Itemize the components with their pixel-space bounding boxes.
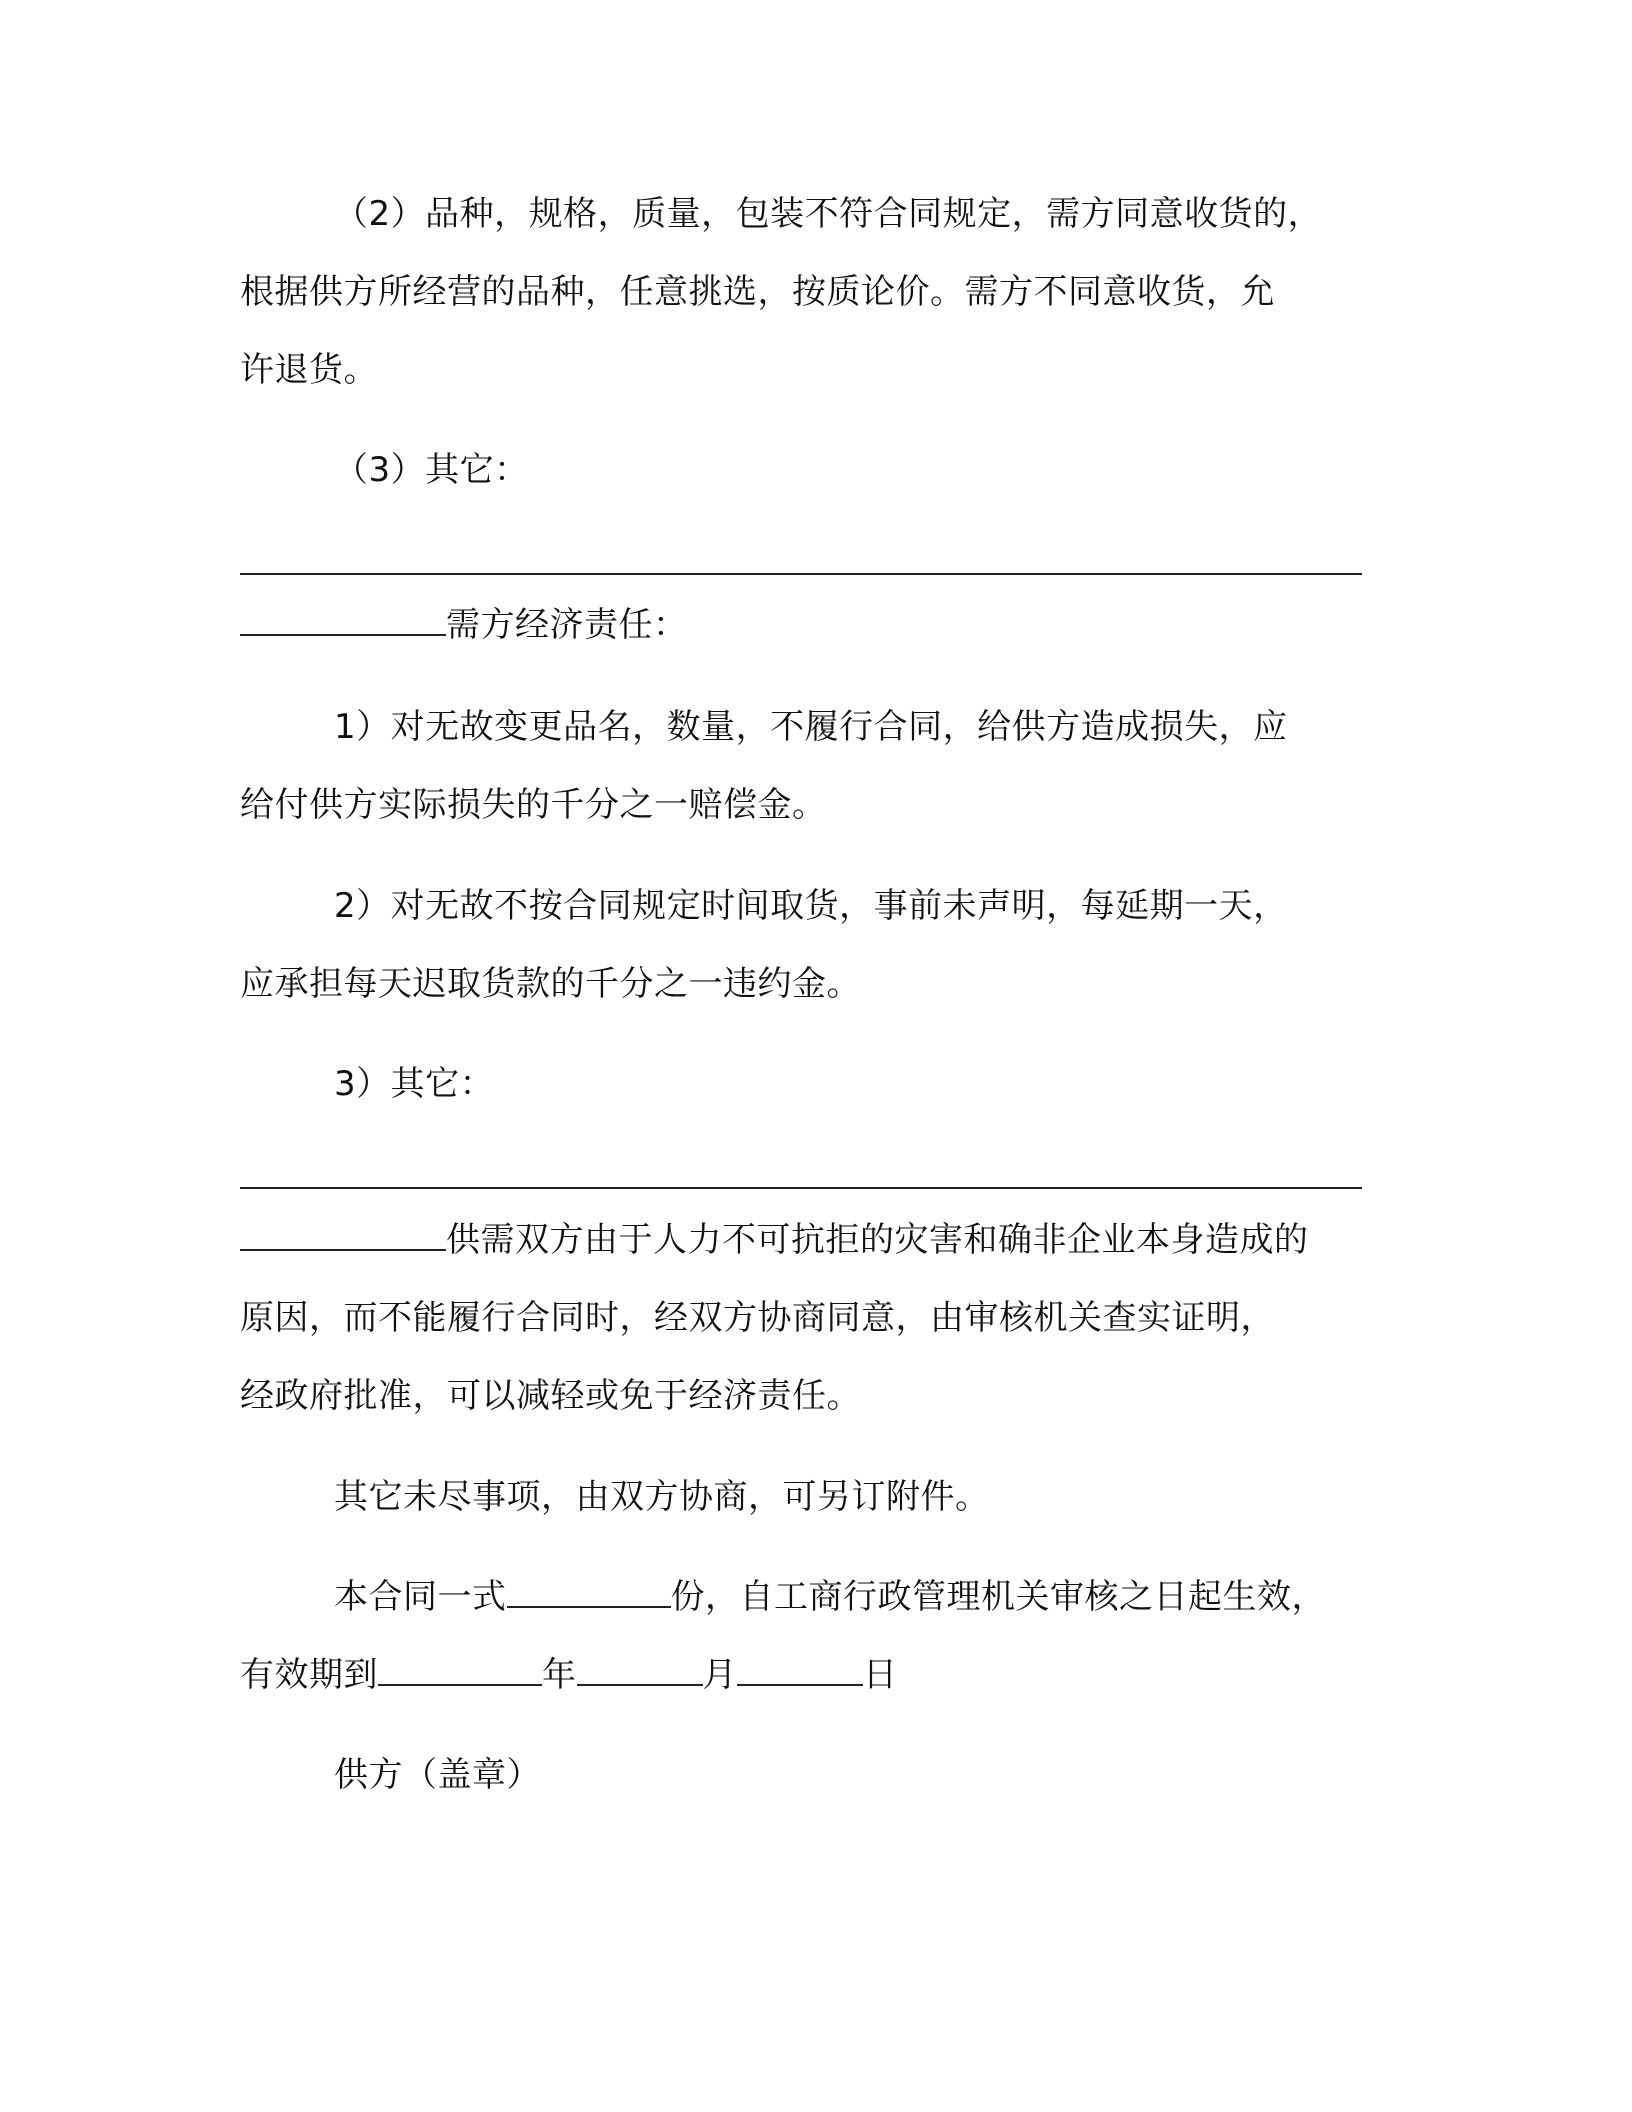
blank-rule-2 bbox=[240, 1187, 1362, 1189]
contract-copies-line bbox=[334, 1575, 1326, 1619]
item-1-line-1: 1）对无故变更品名，数量，不履行合同，给供方造成损失，应 bbox=[334, 707, 1288, 747]
validity-prefix: 有效期到 bbox=[240, 1655, 378, 1695]
force-majeure-text: 供需双方由于人力不可抗拒的灾害和确非企业本身造成的 bbox=[446, 1220, 1309, 1260]
day-blank bbox=[737, 1654, 863, 1686]
other-matters: 其它未尽事项，由双方协商，可另订附件。 bbox=[334, 1477, 990, 1517]
month-blank bbox=[577, 1654, 703, 1686]
copies-blank bbox=[507, 1576, 671, 1608]
paragraph-2-line-2: 根据供方所经营的品种，任意挑选，按质论价。需方不同意收货，允 bbox=[240, 272, 1275, 312]
blank-rule-1 bbox=[240, 573, 1362, 575]
month-label: 月 bbox=[702, 1655, 737, 1695]
force-majeure-line-2: 原因，而不能履行合同时，经双方协商同意，由审核机关查实证明， bbox=[240, 1298, 1275, 1338]
force-majeure-line-3: 经政府批准，可以减轻或免于经济责任。 bbox=[240, 1376, 861, 1416]
force-majeure-line-1 bbox=[240, 1218, 1309, 1262]
year-label: 年 bbox=[542, 1655, 577, 1695]
buyer-liability-heading: 需方经济责任： bbox=[446, 605, 688, 645]
validity-line bbox=[240, 1653, 898, 1697]
supplier-seal: 供方（盖章） bbox=[334, 1755, 541, 1795]
item-1-line-2: 给付供方实际损失的千分之一赔偿金。 bbox=[240, 785, 827, 825]
year-blank bbox=[378, 1654, 542, 1686]
day-label: 日 bbox=[863, 1655, 898, 1695]
paragraph-2-line-3: 许退货。 bbox=[240, 350, 378, 390]
buyer-liability-heading-line bbox=[240, 603, 688, 647]
item-2-line-1: 2）对无故不按合同规定时间取货，事前未声明，每延期一天， bbox=[334, 886, 1288, 926]
item-2-line-2: 应承担每天迟取货款的千分之一违约金。 bbox=[240, 964, 861, 1004]
blank-lead-2 bbox=[240, 1219, 446, 1251]
paragraph-3-other: （3）其它： bbox=[334, 450, 529, 490]
paragraph-2-line-1: （2）品种，规格，质量，包装不符合同规定，需方同意收货的， bbox=[334, 194, 1323, 234]
item-3-other: 3）其它： bbox=[334, 1064, 495, 1104]
blank-lead-1 bbox=[240, 604, 446, 636]
contract-copies-prefix: 本合同一式 bbox=[334, 1577, 507, 1617]
contract-effective-text: 份，自工商行政管理机关审核之日起生效， bbox=[670, 1577, 1326, 1617]
